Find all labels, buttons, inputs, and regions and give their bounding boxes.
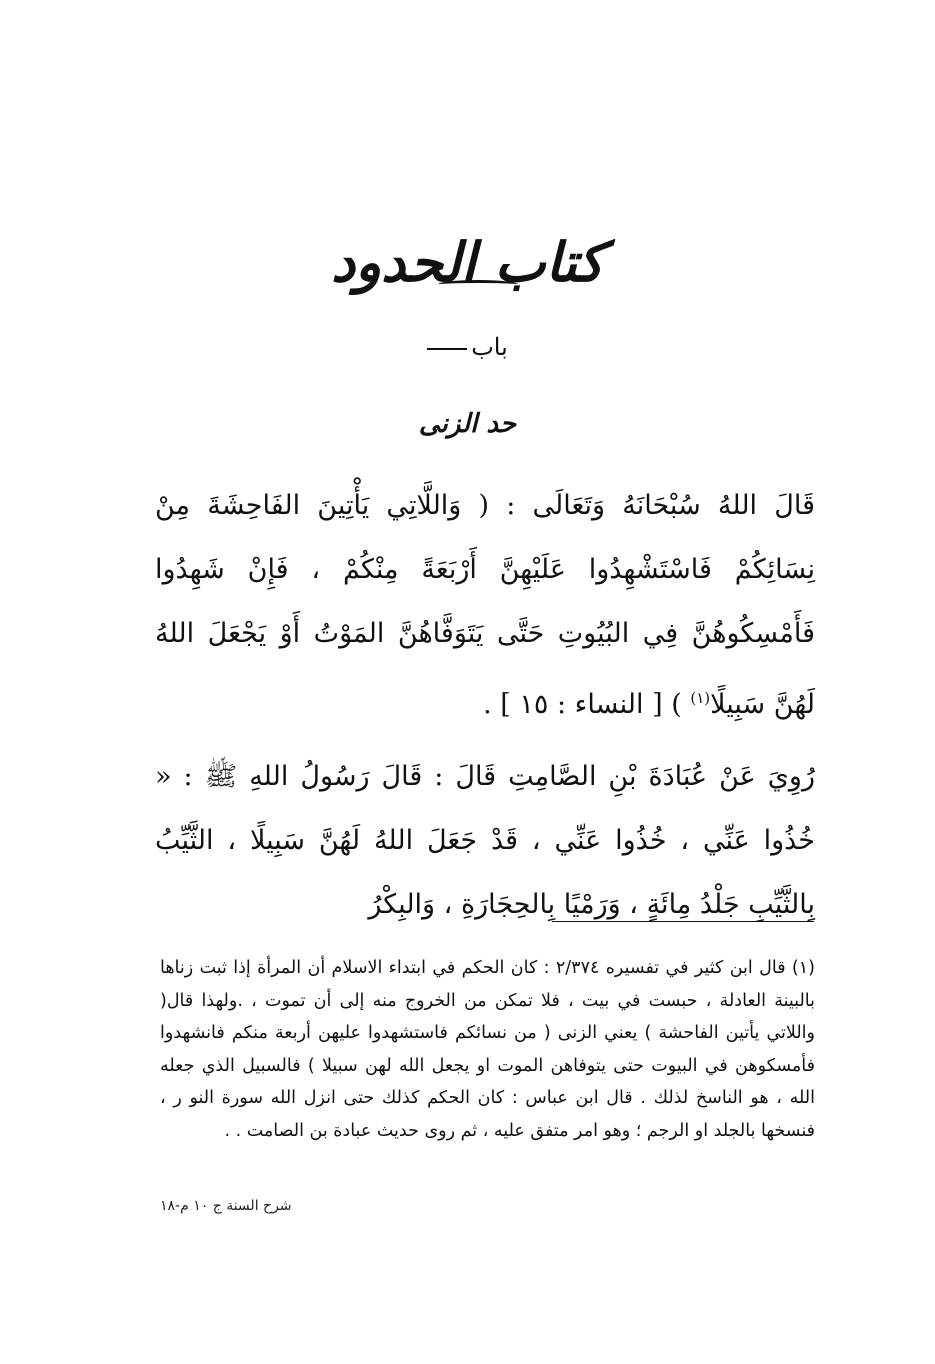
page-signature: شرح السنة ج ١٠ م-١٨ xyxy=(160,1198,292,1214)
verse-text: قَالَ اللهُ سُبْحَانَهُ وَتَعَالَى : ( وَاللَّاتِي يَأْتِينَ الفَاحِشَةَ مِنْ نِسَائِكُمْ فَاسْتَشْهِدُوا عَلَيْهِنَّ أَرْبَعَةً مِنْكُمْ ، فَإِنْ شَهِدُوا فَأَمْسِكُوهُنَّ فِي البُيُوتِ حَتَّى يَتَوَفَّاهُنَّ المَوْتُ أَوْ يَجْعَلَ اللهُ لَهُنَّ سَبِيلًا xyxy=(155,490,815,720)
chapter-label xyxy=(0,332,935,362)
verse-reference: ) [ النساء : ١٥ ] . xyxy=(483,689,682,720)
main-text xyxy=(155,474,815,937)
footnote-marker: (١) xyxy=(690,689,711,707)
footnote-divider xyxy=(552,921,814,922)
chapter-label-text: باب xyxy=(471,333,508,361)
quran-verse-paragraph xyxy=(155,474,815,737)
footnote-text: (١) قال ابن كثير في تفسيره ٢/٣٧٤ : كان الحكم في ابتداء الاسلام أن المرأة إذا ثبت زناها بالبينة العادلة ، حبست في بيت ، فلا تمكن من الخروج منه إلى أن تموت ، .ولهذا قال( واللاتي يأتين الفاحشة ) يعني الزنى ( من نسائكم فاستشهدوا عليهن أربعة منكم فانشهدوا فأمسكوهن في البيوت حتى يتوفاهن الموت او يجعل الله لهن سبيلا ) فالسبيل الذي جعله الله ، هو الناسخ لذلك . قال ابن عباس : كان الحكم كذلك حتى انزل الله سورة النو ر ، فنسخها بالجلد او الرجم ؛ وهو امر متفق عليه ، ثم روى حديث عبادة بن الصامت . . xyxy=(160,958,815,1141)
hadith-paragraph: رُوِيَ عَنْ عُبَادَةَ بْنِ الصَّامِتِ قَالَ : قَالَ رَسُولُ اللهِ ﷺ : « خُذُوا عَنِّي ، خُذُوا عَنِّي ، قَدْ جَعَلَ اللهُ لَهُنَّ سَبِيلًا ، الثَّيِّبُ بِالثَّيِّبِ جَلْدُ مِائَةٍ ، وَرَمْيًا بِالحِجَارَةِ ، وَالبِكْرُ xyxy=(155,761,815,920)
section-title: حد الزنى xyxy=(418,409,517,439)
book-title: كتاب الحدود xyxy=(331,230,604,294)
title-swash-ornament xyxy=(438,280,518,289)
chapter-label-stroke xyxy=(427,348,467,350)
